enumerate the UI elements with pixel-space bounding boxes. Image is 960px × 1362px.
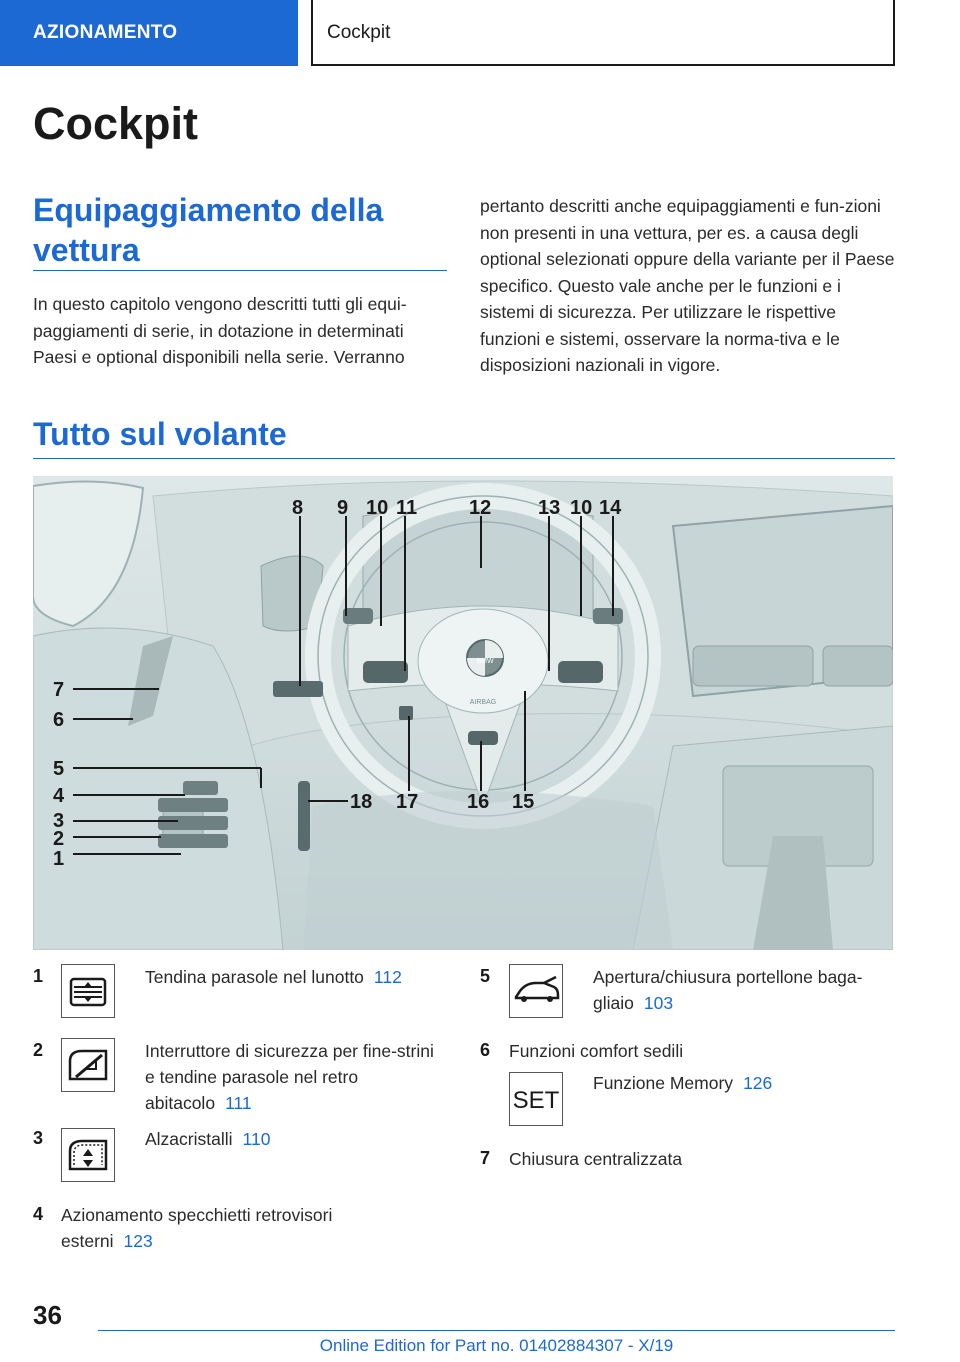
set-button-icon [509, 1072, 563, 1126]
legend-num-3: 3 [33, 1128, 44, 1148]
trunk-lid-icon [509, 964, 563, 1018]
intro-paragraph-2: pertanto descritti anche equipaggiamenti e fun-zioni non presenti in una vettura, per es. a causa degli optional selezionati oppure della variante per il Paese specifico. Questo vale anche per le funzioni e i sistemi di sicurezza. Per utilizzare le rispettive funzioni e sistemi, osservare la norma-tiva e le disposizioni nazionali in vigore. [480, 196, 895, 375]
section-rule [33, 458, 895, 459]
section-rule [33, 270, 447, 271]
legend-text-6: Funzioni comfort sedili [509, 1041, 684, 1061]
chapter-tab: AZIONAMENTO [0, 0, 298, 66]
callout-10: 10 [366, 497, 389, 519]
callout-8: 8 [292, 497, 304, 519]
legend-text-5: Apertura/chiusura portellone baga-gliaio 103 [593, 967, 863, 1013]
callout-18: 18 [350, 791, 373, 813]
callout-7: 7 [53, 679, 65, 701]
callout-1: 1 [53, 848, 65, 870]
page-link-110[interactable]: 110 [242, 1129, 271, 1149]
legend-text-1: Tendina parasole nel lunotto 112 [145, 967, 402, 987]
callout-5: 5 [53, 758, 65, 780]
callout-4: 4 [53, 785, 65, 807]
page-link-111[interactable]: 111 [225, 1093, 252, 1113]
wheel-logo-text: BMW [476, 658, 494, 665]
page-link-126[interactable]: 126 [743, 1073, 773, 1093]
page-link-112[interactable]: 112 [373, 967, 402, 987]
page-link-123[interactable]: 123 [123, 1231, 153, 1251]
rear-blind-icon [61, 964, 115, 1018]
callout-15: 15 [512, 791, 535, 813]
legend-text-4: Azionamento specchietti retrovisori esterni 123 [61, 1205, 333, 1251]
callout-6: 6 [53, 709, 65, 731]
legend-text-2: Interruttore di sicurezza per fine-strini e tendine parasole nel retro abitacolo 111 [145, 1041, 434, 1113]
section-title-steering-wheel: Tutto sul volante [33, 416, 287, 452]
header-title: Cockpit [311, 0, 895, 66]
legend-num-6: 6 [480, 1040, 491, 1060]
legend-num-5: 5 [480, 966, 491, 986]
legend-num-2: 2 [33, 1040, 44, 1060]
legend-num-7: 7 [480, 1148, 491, 1168]
section-title-equipment: Equipaggiamento della vettura [33, 192, 384, 268]
callout-10b: 10 [570, 497, 593, 519]
legend-num-1: 1 [33, 966, 44, 986]
callout-9: 9 [337, 497, 349, 519]
legend-text-7: Chiusura centralizzata [509, 1149, 683, 1169]
callout-13: 13 [538, 497, 561, 519]
footer-rule [98, 1330, 895, 1331]
legend-text-3: Alzacristalli 110 [145, 1129, 271, 1149]
airbag-text: AIRBAG [469, 699, 497, 706]
page-link-103[interactable]: 103 [643, 993, 674, 1013]
legend-text-memory: Funzione Memory 126 [593, 1073, 773, 1093]
callout-2: 2 [53, 828, 65, 850]
callout-3: 3 [53, 810, 65, 832]
safety-switch-icon [61, 1038, 115, 1092]
footer-edition: Online Edition for Part no. 01402884307 - X/19 [319, 1336, 674, 1355]
page-number: 36 [33, 1300, 62, 1330]
legend-num-4: 4 [33, 1204, 44, 1224]
callout-14: 14 [599, 497, 622, 519]
window-lift-icon [61, 1128, 115, 1182]
cockpit-illustration [33, 476, 893, 950]
callout-16: 16 [467, 791, 490, 813]
page-title: Cockpit [33, 98, 199, 149]
callout-17: 17 [396, 791, 419, 813]
callout-11: 11 [396, 497, 418, 519]
set-icon-text: SET [512, 1087, 560, 1114]
intro-paragraph-1: In questo capitolo vengono descritti tutti gli equi-paggiamenti di serie, in dotazione in determinati Paesi e optional disponibili nella serie. Verranno [33, 294, 407, 367]
callout-12: 12 [469, 497, 492, 519]
